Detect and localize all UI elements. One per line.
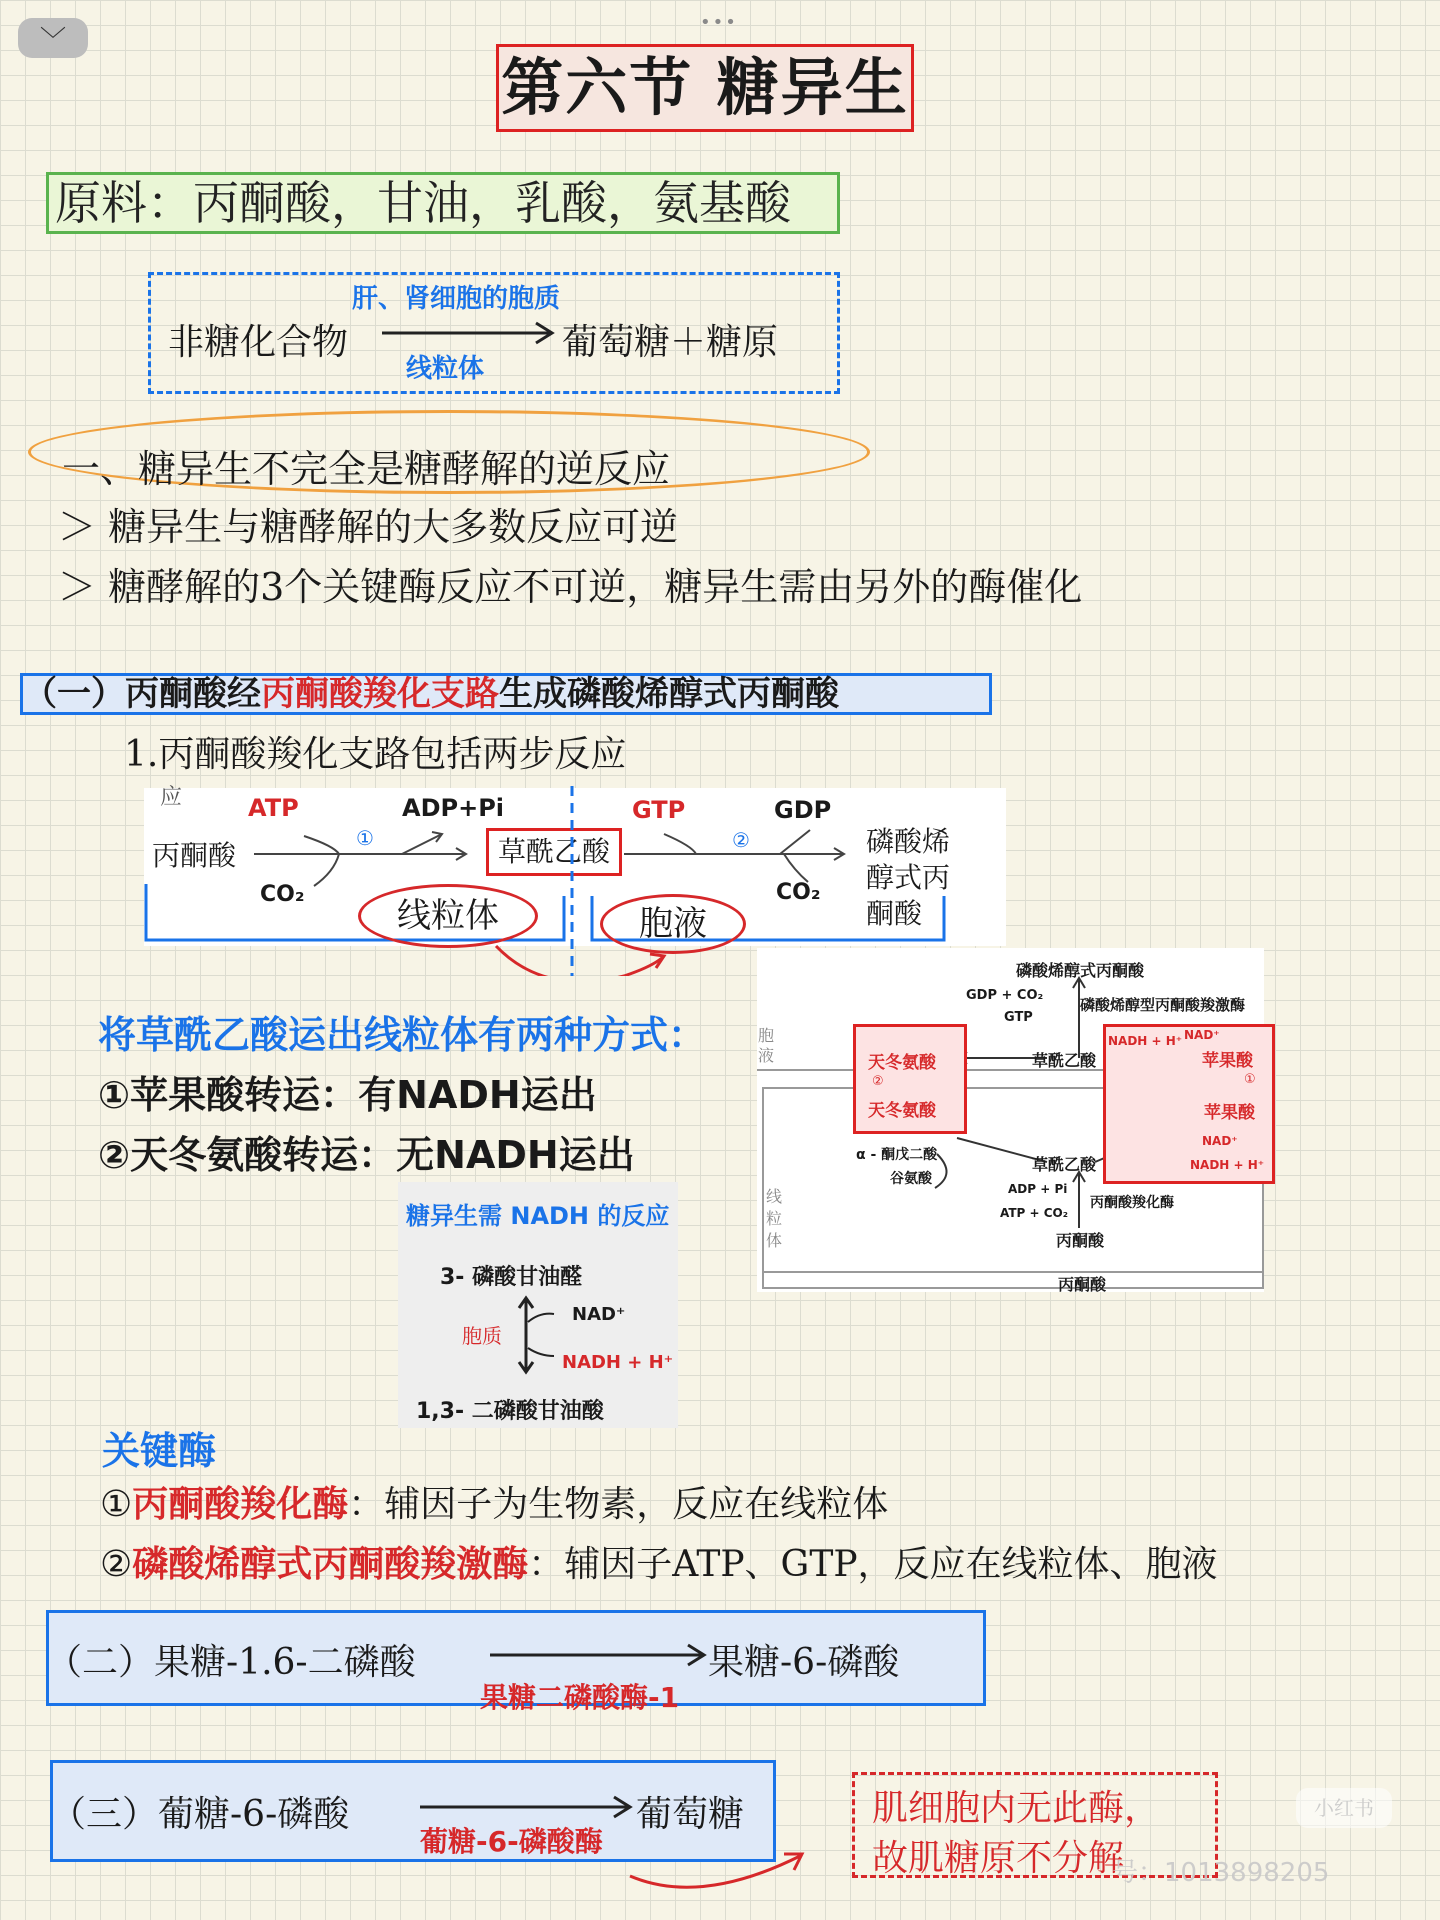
key-enzyme-2-name: 磷酸烯醇式丙酮酸羧激酶 — [132, 1544, 529, 1585]
shuttle-cytosol-label: 胞液 — [758, 1026, 775, 1065]
note-line-1: 肌细胞内无此酶， — [872, 1788, 1161, 1829]
key-enzyme-1 — [100, 1476, 888, 1527]
shuttle-adp: ADP + Pi — [1008, 1182, 1068, 1196]
step-2-marker: ② — [732, 828, 750, 852]
transport-way-1: ①苹果酸转运：有NADH运出 — [98, 1073, 597, 1117]
shuttle-glu: 谷氨酸 — [890, 1171, 932, 1187]
step-1-marker: ① — [356, 826, 374, 850]
subsection2-left: （二）果糖-1.6-二磷酸 — [46, 1642, 416, 1683]
subsection1-point1: 1.丙酮酸羧化支路包括两步反应 — [124, 734, 627, 775]
subsection3-left: （三）葡糖-6-磷酸 — [50, 1794, 350, 1835]
section1-heading: 一、糖异生不完全是糖酵解的逆反应 — [62, 447, 671, 491]
shuttle-pyruvate-2: 丙酮酸 — [1058, 1275, 1107, 1294]
key-enzyme-1-desc: ：辅因子为生物素，反应在线粒体 — [348, 1484, 889, 1525]
co2-label-1: CO₂ — [260, 882, 305, 907]
cytosol-tag: 胞液 — [600, 894, 746, 954]
shuttle-pyruvate-1: 丙酮酸 — [1056, 1231, 1105, 1250]
nadh-location: 胞质 — [462, 1324, 502, 1348]
subsection1-suffix: 生成磷酸烯醇式丙酮酸 — [499, 674, 839, 714]
subsection2-enzyme: 果糖二磷酸酶-1 — [480, 1681, 680, 1714]
transport-way-2: ②天冬氨酸转运：无NADH运出 — [98, 1133, 635, 1177]
oxaloacetate-box: 草酰乙酸 — [486, 828, 622, 876]
formula-condition-above: 肝、肾细胞的胞质 — [352, 284, 561, 314]
subsection2-arrow — [488, 1640, 710, 1670]
adp-pi-label: ADP+Pi — [402, 794, 505, 822]
key-enzyme-2-desc: ：辅因子ATP、GTP，反应在线粒体、胞液 — [528, 1544, 1218, 1585]
shuttle-nad-bot: NAD⁺ — [1202, 1134, 1238, 1148]
pep-label: 磷酸烯醇式丙酮酸 — [866, 825, 951, 930]
gdp-label: GDP — [774, 796, 832, 824]
pyruvate-label: 丙酮酸 — [152, 839, 237, 872]
shuttle-akg: α - 酮戊二酸 — [856, 1147, 938, 1163]
page-title: 第六节 糖异生 — [496, 44, 914, 132]
nadh-bottom-compound: 1,3- 二磷酸甘油酸 — [416, 1399, 604, 1424]
formula-left: 非糖化合物 — [168, 322, 349, 363]
nadh-nad-label: NAD⁺ — [572, 1304, 626, 1325]
key-enzyme-2-number: ② — [100, 1544, 133, 1585]
materials-box: 原料：丙酮酸，甘油，乳酸，氨基酸 — [46, 172, 840, 234]
chevron-down-icon: ﹀ — [39, 25, 66, 56]
atp-label: ATP — [248, 794, 299, 822]
formula-arrow — [380, 320, 558, 346]
shuttle-malate-1: 苹果酸 — [1202, 1051, 1253, 1071]
subsection1-highlight: 丙酮酸羧化支路 — [261, 674, 499, 714]
nadh-top-compound: 3- 磷酸甘油醛 — [440, 1265, 583, 1290]
formula-condition-below: 线粒体 — [406, 354, 485, 384]
gtp-label: GTP — [632, 796, 686, 824]
key-enzyme-2 — [100, 1536, 1218, 1587]
shuttle-gdp-co2: GDP + CO₂ — [966, 988, 1044, 1003]
subsection3-arrow — [418, 1792, 636, 1822]
shuttle-malate-2: 苹果酸 — [1204, 1103, 1255, 1123]
nadh-nadh-label: NADH + H⁺ — [562, 1352, 674, 1373]
watermark-logo: 小红书 — [1296, 1788, 1392, 1828]
shuttle-pepck: 磷酸烯醇型丙酮酸羧激酶 — [1080, 996, 1246, 1014]
subsection3-enzyme: 葡糖-6-磷酸酶 — [420, 1825, 603, 1858]
formula-right: 葡萄糖＋糖原 — [562, 322, 779, 363]
watermark-id: 号：1013898205 — [1112, 1858, 1330, 1888]
note-line-2: 故肌糖原不分解 — [872, 1838, 1125, 1879]
co2-label-2: CO₂ — [776, 880, 821, 905]
shuttle-gtp: GTP — [1004, 1010, 1033, 1025]
shuttle-asp-1: 天冬氨酸 — [868, 1053, 936, 1073]
transport-heading: 将草酰乙酸运出线粒体有两种方式： — [98, 1013, 707, 1057]
section1-bullet-2: ＞ 糖酵解的3个关键酶反应不可逆，糖异生需由另外的酶催化 — [58, 565, 1083, 609]
shuttle-nadh-top: NADH + H⁺ — [1108, 1034, 1183, 1048]
shuttle-atp-co2: ATP + CO₂ — [1000, 1206, 1069, 1220]
subsection2-right: 果糖-6-磷酸 — [708, 1642, 900, 1683]
nadh-title: 糖异生需 NADH 的反应 — [406, 1202, 670, 1230]
shuttle-step-2: ② — [872, 1074, 884, 1089]
key-enzyme-1-name: 丙酮酸羧化酶 — [132, 1484, 349, 1525]
mitochondria-tag: 线粒体 — [358, 884, 538, 948]
shuttle-oaa-2: 草酰乙酸 — [1032, 1155, 1097, 1174]
shuttle-mito-label: 线粒体 — [766, 1187, 783, 1250]
section1-bullet-1: ＞ 糖异生与糖酵解的大多数反应可逆 — [58, 505, 679, 549]
shuttle-nad-top: NAD⁺ — [1184, 1028, 1220, 1042]
collapse-button[interactable] — [18, 18, 88, 58]
subsection1-heading — [20, 673, 992, 715]
shuttle-step-1: ① — [1244, 1072, 1256, 1087]
drag-handle[interactable]: ••• — [700, 12, 738, 33]
subsection3-right: 葡萄糖 — [636, 1794, 745, 1835]
shuttle-asp-2: 天冬氨酸 — [868, 1101, 936, 1121]
subsection1-prefix: （一）丙酮酸经 — [23, 674, 261, 714]
note-arrow — [600, 1836, 820, 1896]
cut-off-text: 应 — [160, 785, 183, 810]
shuttle-pc: 丙酮酸羧化酶 — [1090, 1195, 1174, 1211]
shuttle-oaa-1: 草酰乙酸 — [1032, 1051, 1097, 1070]
key-enzymes-heading: 关键酶 — [102, 1429, 217, 1473]
shuttle-nadh-bot: NADH + H⁺ — [1190, 1158, 1265, 1172]
shuttle-pep: 磷酸烯醇式丙酮酸 — [1016, 961, 1145, 980]
key-enzyme-1-number: ① — [100, 1484, 133, 1525]
